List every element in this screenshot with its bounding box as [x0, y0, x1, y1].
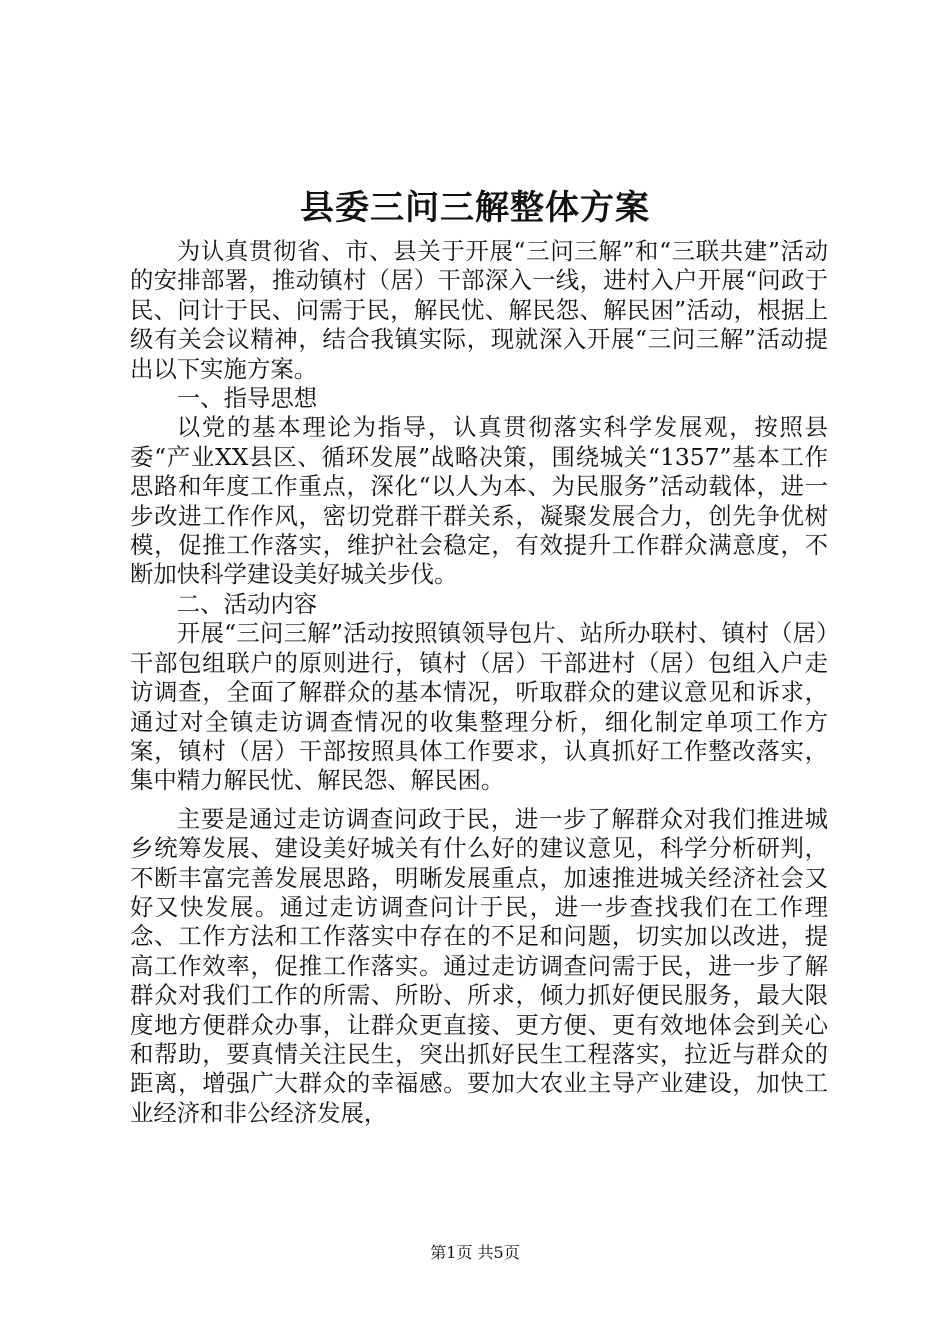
section-heading-activity-content: 二、活动内容 [176, 589, 318, 618]
page-number-footer: 第1页 共5页 [430, 1243, 520, 1262]
guiding-ideology-paragraph: 以党的基本理论为指导，认真贯彻落实科学发展观，按照县委“产业XX县区、循环发展”战略决策，围绕城关“1357”基本工作思路和年度工作重点，深化“以人为本、为民服务”活动载体，进一步改进工作作风，密切党群干群关系，凝聚发展合力，创先争优树模，促推工作落实，维护社会稳定，有效提升工作群众满意度，不断加快科学建设美好城关步伐。 [130, 413, 828, 589]
activity-content-paragraph: 开展“三问三解”活动按照镇领导包片、站所办联村、镇村（居）干部包组联户的原则进行，镇村（居）干部进村（居）包组入户走访调查，全面了解群众的基本情况，听取群众的建议意见和诉求，通过对全镇走访调查情况的收集整理分析，细化制定单项工作方案，镇村（居）干部按照具体工作要求，认真抓好工作整改落实，集中精力解民忧、解民怨、解民困。 [130, 619, 828, 795]
section-heading-guiding-ideology: 一、指导思想 [176, 384, 318, 413]
main-content-paragraph: 主要是通过走访调查问政于民，进一步了解群众对我们推进城乡统筹发展、建设美好城关有什么好的建议意见，科学分析研判，不断丰富完善发展思路，明晰发展重点，加速推进城关经济社会又好又快发展。通过走访调查问计于民，进一步查找我们在工作理念、工作方法和工作落实中存在的不足和问题，切实加以改进，提高工作效率，促推工作落实。通过走访调查问需于民，进一步了解群众对我们工作的所需、所盼、所求，倾力抓好便民服务，最大限度地方便群众办事，让群众更直接、更方便、更有效地体会到关心和帮助，要真情关注民生，突出抓好民生工程落实，拉近与群众的距离，增强广大群众的幸福感。要加大农业主导产业建设，加快工业经济和非公经济发展， [130, 804, 828, 1127]
document-title: 县委三问三解整体方案 [300, 188, 650, 228]
intro-paragraph: 为认真贯彻省、市、县关于开展“三问三解”和“三联共建”活动的安排部署，推动镇村（居）干部深入一线，进村入户开展“问政于民、问计于民、问需于民，解民忧、解民怨、解民困”活动，根据上级有关会议精神，结合我镇实际，现就深入开展“三问三解”活动提出以下实施方案。 [130, 237, 828, 383]
document-body [130, 237, 828, 1128]
